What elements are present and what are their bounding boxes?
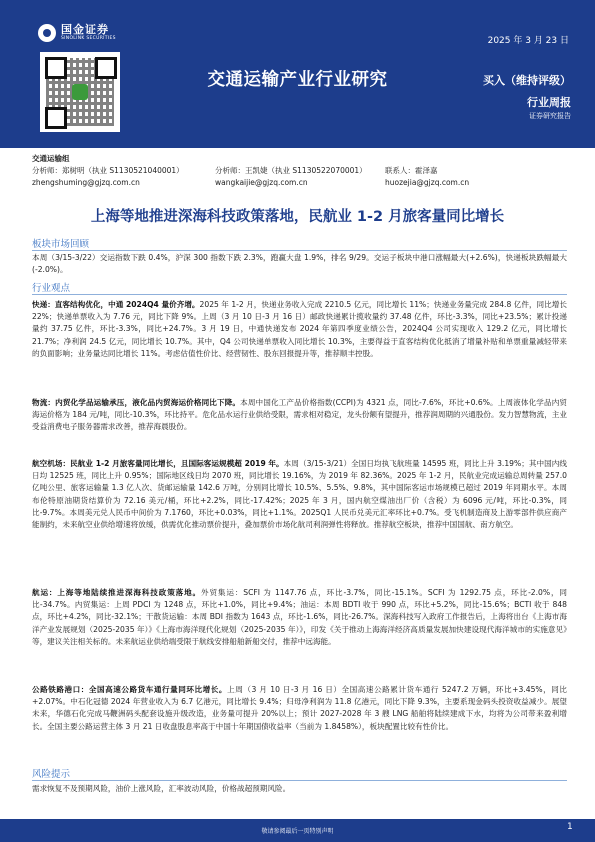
logo xyxy=(38,24,116,42)
analyst-2: 分析师：王凯婕（执业 S1130522070001） xyxy=(215,166,367,175)
analyst-2-email[interactable]: wangkaijie@gjzq.com.cn xyxy=(215,178,308,187)
paragraph-logistics xyxy=(32,397,567,434)
section-divider xyxy=(32,780,567,781)
analyst-1: 分析师：郑树明（执业 S1130521040001） xyxy=(32,166,184,175)
report-subtype: 证券研究报告 xyxy=(529,112,571,120)
paragraph-express-body: 2025 年 1-2 月，快递业务收入完成 2210.5 亿元，同比增长 11%；快递业务量完成 284.8 亿件，同比增长 22%；快递单票收入为 7.76 元，同比下降 9%。上周（3 月 10 日-3 月 16 日）邮政快递累计揽收量约 37.48 亿件，环比-3.3%，同比+23.5%；累计投递量约 37.75 亿件，环比-3.3%，同比+24.7%。3 月 19 日，中通快递发布 2024 年第四季度业绩公告，2024Q4 公司实现收入 129.2 亿元，同比增长 21.7%；净利润 24.5 亿元，同比增长 10.7%。其中，Q4 公司快递单票收入同比增长 10.3%，主要得益于直客结构优化抵消了增量补贴和单票重量减轻带来的负面影响；业务量达同比增长 11%。考虑估值性价比、经营韧性、股东回报提升等，推荐顺丰控股。 xyxy=(32,300,567,358)
qr-code-icon xyxy=(40,52,120,132)
report-type: 行业周报 xyxy=(527,96,571,109)
paragraph-road-body: 上周（3 月 10 日-3 月 16 日）全国高速公路累计货车通行 5247.2 万辆，环比+3.45%，同比+2.07%。中石化冠德 2024 年营业收入为 6.7 亿港元，同比增长 9.4%；归母净利润为 11.8 亿港元，同比下降 9.3%，主要系现金码头投资收益减少。展望未来，华德石化完成马鞭洲码头配套设施升级改造，业务量可提升 20%以上；预计 2027-2028 年 3 艘 LNG 船舶将陆续建成下水，均将为公司带来盈利增长。全国主要公路运营主体 3 月 21 日收盘股息率高于中国十年期国债收益率（当前为 1.8458%），板块配置比较有性价比。 xyxy=(32,685,567,731)
section-divider xyxy=(32,294,567,295)
contact-person: 联系人：霍泽嘉 xyxy=(385,166,438,175)
market-review-text: 本周（3/15-3/22）交运指数下跌 0.4%，沪深 300 指数下跌 2.3%，跑赢大盘 1.9%，排名 9/29。交运子板块中港口涨幅最大(+2.6%)，快递板块跌幅最大(-2.0%)。 xyxy=(32,253,567,275)
report-headline: 上海等地推进深海科技政策落地，民航业 1-2 月旅客量同比增长 xyxy=(90,209,505,225)
paragraph-aviation xyxy=(32,458,567,531)
paragraph-road-rail-port xyxy=(32,684,567,733)
paragraph-shipping-lead: 航运：上海等地陆续推进深海科技政策落地。 xyxy=(32,588,202,597)
paragraph-express xyxy=(32,299,567,360)
paragraph-logistics-body: 本周中国化工产品价格指数(CCPI)为 4321 点，同比-7.6%，环比+0.6%。上周液体化学品内贸海运价格为 184 元/吨，同比-10.3%，环比持平。危化品水运行业供给受限，需求相对稳定，龙头份额有望提升，推荐润周期的兴通股份。发力智慧物流，主业受益消费电子服务器需求改善，推荐海晨股份。 xyxy=(32,398,568,432)
page-number: 1 xyxy=(567,822,573,832)
rating-badge: 买入（维持评级） xyxy=(483,74,571,87)
section-market-review-title: 板块市场回顾 xyxy=(32,239,90,250)
research-group: 交通运输组 xyxy=(32,154,70,163)
section-divider xyxy=(32,250,567,251)
risk-text: 需求恢复不及预期风险，油价上涨风险，汇率波动风险，价格战超预期风险。 xyxy=(32,784,291,793)
section-industry-view-title: 行业观点 xyxy=(32,283,71,294)
paragraph-shipping-body: 外贸集运：SCFI 为 1147.76 点，环比-3.7%，同比-15.1%。SCFI 为 1292.75 点，环比-2.0%，同比-34.7%。内贸集运：上周 PDCI 为 1248 点，环比+1.0%，同比+9.4%；油运：本周 BDTI 收于 990 点，环比+5.2%，同比-15.6%；BCTI 收于 848 点，环比+4.2%，同比-32.1%；干散货运输：本周 BDI 指数为 1643 点，环比-1.6%，同比-26.7%。深海科技写入政府工作报告后，上海将出台《上海市海洋产业发展规划（2025-2035 年）》《上海市海洋现代化规划（2025-2035 年）》，印发《关于推动上海海洋经济高质量发展加快建设现代海洋城市的实施意见》等，建议关注相关标的。未来航运业供给端受限于航线安排船舶新船交付，推荐中远海能。 xyxy=(32,588,567,646)
paragraph-shipping xyxy=(32,587,567,648)
analyst-1-email[interactable]: zhengshuming@gjzq.com.cn xyxy=(32,178,140,187)
logo-text-cn: 国金证券 xyxy=(61,23,109,36)
paragraph-road-lead: 公路铁路港口：全国高速公路货车通行量同环比增长。 xyxy=(32,685,228,694)
section-risk-title: 风险提示 xyxy=(32,769,71,780)
logo-text-en: SINOLINK SECURITIES xyxy=(61,36,116,41)
paragraph-aviation-lead: 航空机场：民航业 1-2 月旅客量同比增长，且国际客运规模超 2019 年。 xyxy=(32,459,284,468)
footer-disclaimer[interactable]: 敬请参阅最后一页特别声明 xyxy=(261,828,334,835)
report-date: 2025 年 3 月 23 日 xyxy=(487,36,569,46)
report-title: 交通运输产业行业研究 xyxy=(207,70,388,90)
contact-email[interactable]: huozejia@gjzq.com.cn xyxy=(385,178,470,187)
paragraph-express-lead: 快递：直客结构优化，中通 2024Q4 量价齐增。 xyxy=(32,300,200,309)
paragraph-logistics-lead: 物流：内贸化学品运输承压，液化品内贸海运价格同比下降。 xyxy=(32,398,241,407)
logo-mark-icon xyxy=(38,24,56,42)
paragraph-aviation-body: 本周（3/15-3/21）全国日均执飞航班量 14595 班，同比上升 3.19%；其中国内线日均 12525 班，同比上升 0.95%；国际地区线日均 2070 班，同比增长 19.16%，为 2019 年 82.36%。2025 年 1-2 月，民航业完成运输总周转量 257.0 亿吨公里、旅客运输量 1.3 亿人次、货邮运输量 142.6 万吨，分别同比增长 10.5%、5.5%、9.8%，其中国际客运市场规模已超过 2019 年同期水平。本周布伦特原油期货结算价为 72.16 美元/桶，环比+2.2%，同比-17.42%；2025 年 3 月，国内航空煤油出厂价（含税）为 6096 元/吨，环比-0.3%，同比-9.7%。本周美元兑人民币中间价为 7.1760，环比+0.03%，同比+1.1%。2025Q1 人民币兑美元汇率环比+0.7%。受飞机制造商及上游零部件供应商产能制约，未来航空业供给增速将放缓，供需优化推动票价提升，叠加票价市场化航司利润弹性将释放。推荐航空板块，推荐中国国航、南方航空。 xyxy=(32,459,567,530)
